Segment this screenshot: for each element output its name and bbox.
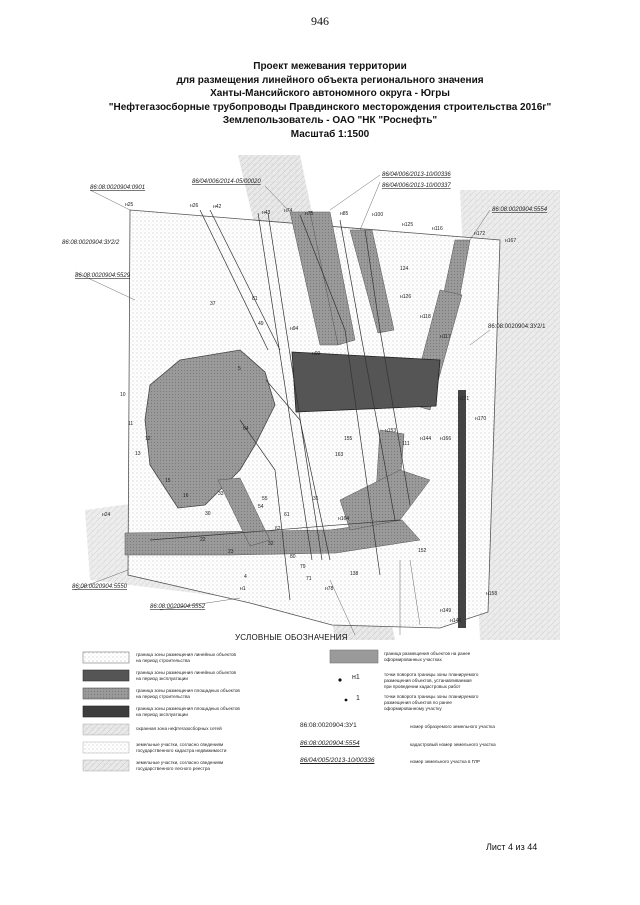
- legend-grp-number: номер земельного участка в ГЛР: [410, 759, 480, 764]
- legend-heading: УСЛОВНЫЕ ОБОЗНАЧЕНИЯ: [235, 633, 348, 642]
- point-label: 55: [262, 496, 268, 502]
- point-label: н85: [340, 211, 349, 217]
- legend-earlier-objects: граница размещения объектов на ранее оформированных участках: [384, 651, 471, 662]
- point-label: н172: [474, 231, 486, 237]
- point-label: н144: [420, 436, 432, 442]
- point-label: 37: [210, 301, 216, 307]
- title-line-1: Проект межевания территории: [253, 61, 407, 72]
- cadastral-label-0337: 86/04/006/2013-10/00337: [382, 183, 451, 189]
- point-label: 138: [350, 571, 359, 577]
- legend-protected-zone: охранная зона нефтегазосборных сетей: [136, 726, 222, 731]
- legend-code-cadastral: 86:08:0020904:5554: [300, 740, 360, 747]
- point-label: н126: [400, 294, 412, 300]
- point-label: 11: [128, 421, 134, 427]
- legend-code-formed: 86:08:0020904:ЗУ1: [300, 722, 357, 729]
- cadastral-label-0020: 86/04/006/2014-05/00020: [192, 179, 261, 185]
- page-number: 946: [311, 14, 329, 28]
- legend-turn-points-prev: точки поворота границы зоны планируемого размещения объектов по ранее оформированному участку: [384, 694, 479, 711]
- point-label: 71: [306, 576, 312, 582]
- point-label: 22: [200, 537, 206, 543]
- title-line-2: для размещения линейного объекта регионального значения: [176, 74, 484, 86]
- point-label: н43: [262, 210, 271, 216]
- point-label: 111: [402, 441, 410, 447]
- cadastral-label-5552: 86:08:0020904:5552: [150, 604, 206, 610]
- point-label: н146: [450, 618, 462, 624]
- cadastral-label-3u2-1: 86:08:0020904:ЗУ2/1: [488, 324, 546, 330]
- point-label: 79: [300, 564, 306, 570]
- point-label: н25: [125, 202, 134, 208]
- linear-zone-operation[interactable]: [458, 390, 466, 628]
- point-label: 62: [275, 526, 281, 532]
- point-label: 163: [335, 452, 344, 458]
- point-label: 13: [135, 451, 141, 457]
- legend-formed-plot: номер образуемого земельного участка: [410, 724, 495, 729]
- point-label: н158: [486, 591, 498, 597]
- point-label: н24: [102, 512, 111, 518]
- point-label: н149: [440, 608, 452, 614]
- point-label: н171: [458, 396, 470, 402]
- point-label: н116: [432, 226, 443, 232]
- title-line-3: Ханты-Мансийского автономного округа - Югры: [210, 88, 450, 99]
- cadastral-label-0901: 86:08:0020904:0901: [90, 185, 146, 191]
- point-label: 23: [228, 549, 234, 555]
- point-label: н42: [213, 204, 222, 210]
- point-label: 32: [268, 541, 274, 547]
- point-label: 54: [258, 504, 264, 510]
- cadastral-label-5550: 86:08:0020904:5550: [72, 584, 128, 590]
- point-label: н117: [440, 334, 451, 340]
- legend-land-cadastre: земельные участки, согласно сведениям государственного кадастра недвижимости: [136, 742, 227, 753]
- point-label: н118: [420, 314, 431, 320]
- point-label: н94: [290, 326, 299, 332]
- legend-turn-points: точки поворота границы зоны планируемого размещения объектов, устанавливаемая при проведении кадастровых работ: [384, 672, 479, 689]
- legend-cadastral-number: кадастровый номер земельного участка: [410, 742, 496, 747]
- legend-swatches: [83, 650, 378, 771]
- point-label: 10: [120, 392, 126, 398]
- point-label: н153: [385, 428, 397, 434]
- title-line-4: "Нефтегазосборные трубопроводы Правдинского месторождения строительства 2016г": [108, 101, 552, 113]
- point-label: 124: [400, 266, 409, 272]
- legend-marker-1: 1: [356, 695, 360, 702]
- point-label: 31: [313, 496, 319, 502]
- legend-linear-operation: граница зоны размещения линейных объектов на период эксплуатации: [136, 670, 236, 681]
- cadastral-label-5529: 86:08:0020904:5529: [75, 273, 131, 279]
- point-label: 4: [244, 574, 247, 580]
- legend-marker-n1: н1: [352, 674, 360, 681]
- point-label: н100: [372, 212, 384, 218]
- point-label: н26: [190, 203, 199, 209]
- point-label: 33: [218, 491, 224, 497]
- title-line-5: Землепользователь - ОАО "НК "Роснефть": [222, 115, 438, 126]
- cadastral-label-0336: 86/04/006/2013-10/00336: [382, 172, 451, 178]
- point-label: н99: [312, 351, 321, 357]
- point-label: 155: [344, 436, 353, 442]
- point-label: н164: [338, 516, 350, 522]
- point-label: 152: [418, 548, 427, 554]
- legend-code-grp: 86/04/005/2013-10/00336: [300, 757, 375, 764]
- point-label: н125: [402, 222, 414, 228]
- cadastral-label-5554: 86:08:0020904:5554: [492, 207, 548, 213]
- point-label: 81: [252, 296, 258, 302]
- point-label: 49: [258, 321, 264, 327]
- point-label: н75: [305, 211, 314, 217]
- point-label: 61: [284, 512, 290, 518]
- point-label: 30: [205, 511, 211, 517]
- point-label: н1: [240, 586, 246, 592]
- point-label: 12: [145, 436, 151, 442]
- point-label: 15: [165, 478, 171, 484]
- point-label: 80: [290, 554, 296, 560]
- point-label: н78: [325, 586, 334, 592]
- point-label: н166: [440, 436, 452, 442]
- legend-forest-registry: земельные участки, согласно сведениям государственного лесного реестра: [136, 760, 224, 771]
- point-label: н170: [475, 416, 487, 422]
- legend-linear-construction: граница зоны размещения линейных объектов на период строительства: [136, 652, 236, 663]
- cadastral-label-3u2-2: 86:08:0020904:ЗУ2/2: [62, 240, 120, 246]
- point-label: 5: [238, 366, 241, 372]
- legend-area-operation: граница зоны размещения площадных объектов на период эксплуатации: [136, 706, 240, 717]
- legend-area-construction: граница зоны размещения площадных объектов на период строительства: [136, 688, 240, 699]
- point-label: н74: [284, 208, 293, 214]
- point-label: 64: [243, 426, 249, 432]
- sheet-label: Лист 4 из 44: [486, 842, 538, 852]
- point-label: 16: [183, 493, 189, 499]
- point-label: н167: [505, 238, 517, 244]
- title-line-6: Масштаб 1:1500: [290, 128, 370, 140]
